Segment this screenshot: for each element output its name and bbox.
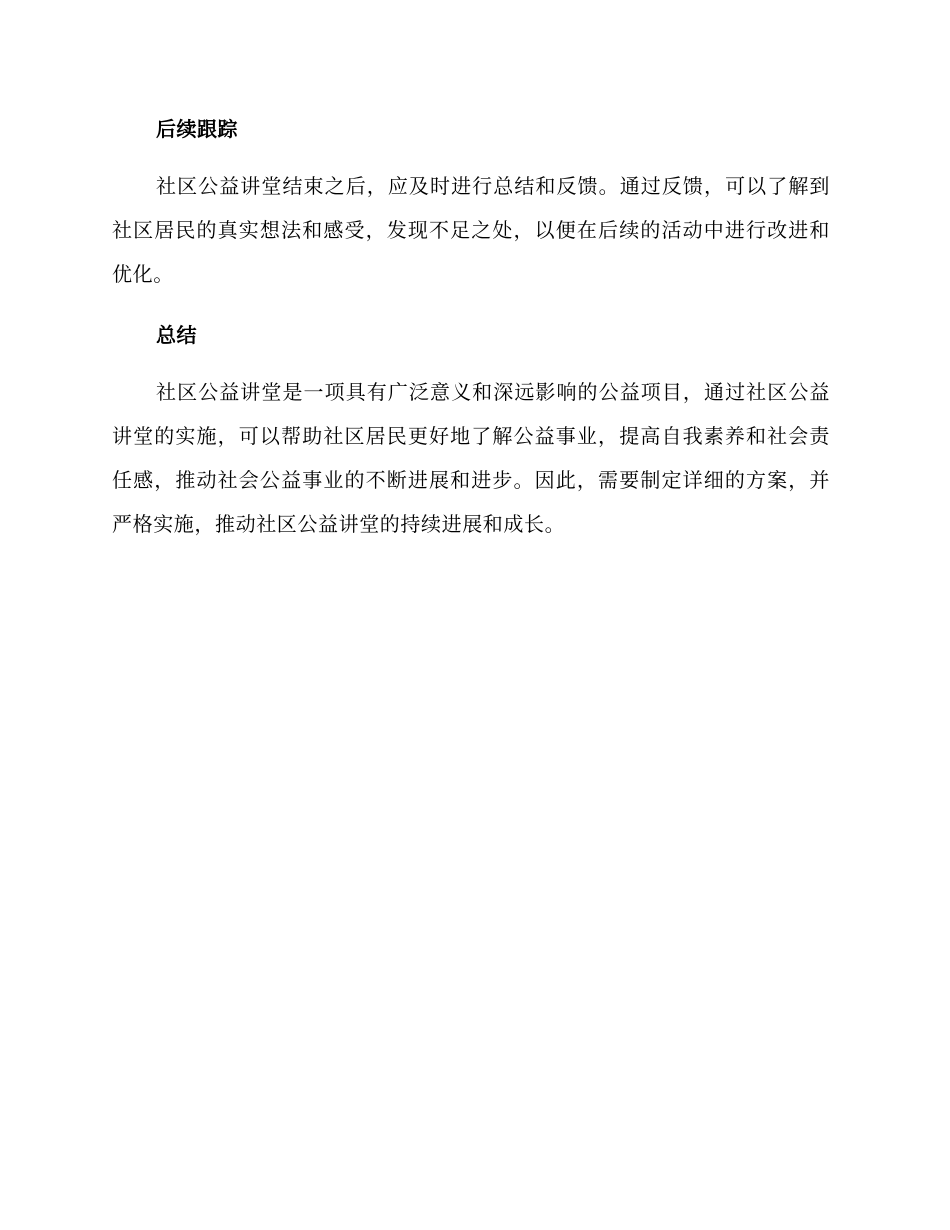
section-body-follow-up: 社区公益讲堂结束之后，应及时进行总结和反馈。通过反馈，可以了解到社区居民的真实想法和感受，发现不足之处，以便在后续的活动中进行改进和优化。: [112, 174, 830, 286]
section-heading-follow-up: 后续跟踪: [156, 117, 238, 141]
section-heading-summary: 总结: [156, 323, 197, 347]
section-body-summary: 社区公益讲堂是一项具有广泛意义和深远影响的公益项目，通过社区公益讲堂的实施，可以帮助社区居民更好地了解公益事业，提高自我素养和社会责任感，推动社会公益事业的不断进展和进步。因此，需要制定详细的方案，并严格实施，推动社区公益讲堂的持续进展和成长。: [112, 380, 830, 536]
document-content: [112, 112, 830, 568]
